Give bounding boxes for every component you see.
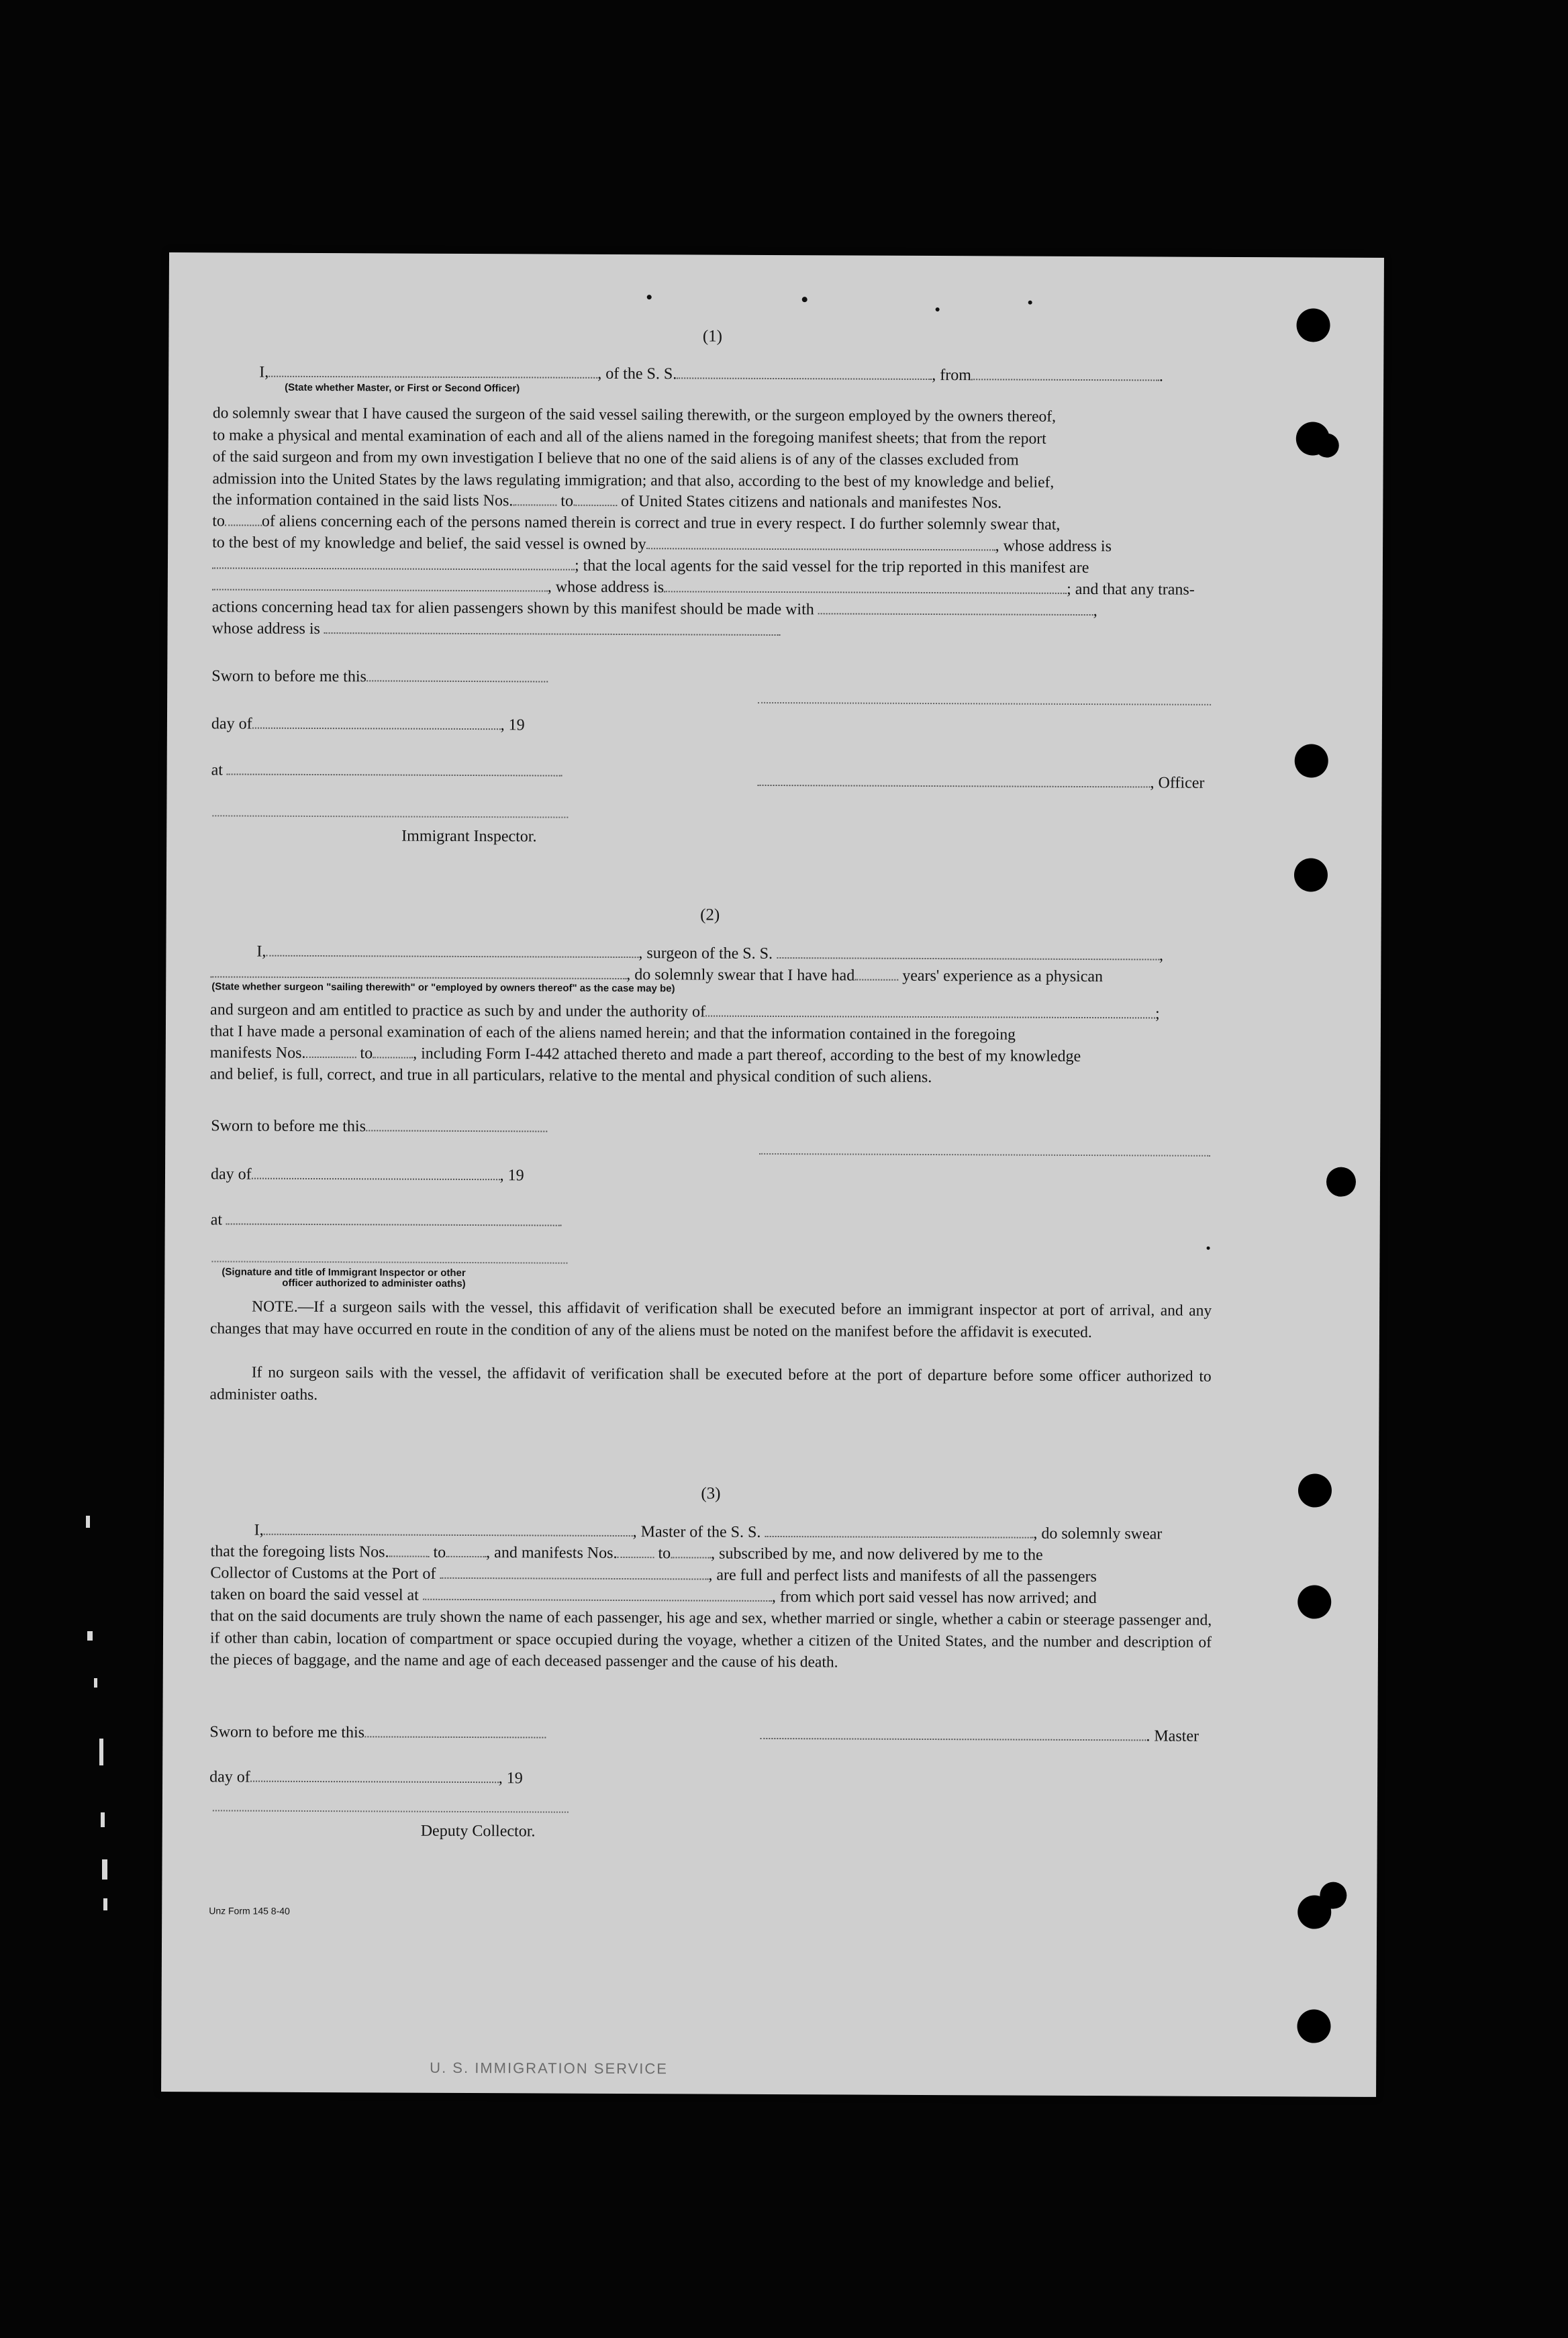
manifests-to-field[interactable] <box>225 511 262 526</box>
section2-authority-line: and surgeon and am entitled to practice as such by and under the authority of ; <box>210 1001 1160 1023</box>
section3-line4: taken on board the said vessel at , from which port said vessel has now arrived; and <box>210 1586 1097 1608</box>
section3-sworn: Sworn to before me this <box>209 1721 546 1744</box>
master-ship-field[interactable] <box>765 1522 1033 1539</box>
owner-address-field[interactable] <box>212 554 575 570</box>
section3-collector: Deputy Collector. <box>420 1822 536 1841</box>
section1-officer: , Officer <box>758 771 1205 794</box>
section1-tax-line: actions concerning head tax for alien passengers shown by this manifest should be made with , <box>211 598 1097 620</box>
manifests-to-field-3[interactable] <box>671 1543 711 1558</box>
agents-field[interactable] <box>212 575 548 591</box>
lists-to-field[interactable] <box>573 491 617 506</box>
lists-from-field-3[interactable] <box>389 1542 430 1557</box>
body-line: to make a physical and mental examination of each and all of the aliens named in the foregoing manifest sheets; that from the report <box>212 426 1046 448</box>
margin-mark <box>102 1859 107 1880</box>
section1-at: at <box>211 759 562 782</box>
margin-mark <box>94 1678 97 1688</box>
binder-hole <box>1294 858 1328 891</box>
margin-mark <box>101 1812 105 1827</box>
head-tax-address-field[interactable] <box>324 619 781 636</box>
note-paragraph-1: NOTE.—If a surgeon sails with the vessel, this affidavit of verification shall be executed before an immigrant inspector at port of arrival, and any changes that may have occurred en route in the condition of any of the aliens must be noted on the manifest before the affidavit is executed. <box>209 1298 1212 1341</box>
departure-port-field[interactable] <box>423 1586 772 1602</box>
section1-whose-line: whose address is <box>211 618 780 642</box>
section1-agents-line: ; that the local agents for the said vessel for the trip reported in this manifest are <box>212 553 1089 579</box>
section2-manifests-line: manifests Nos. to , including Form I-442 attached thereto and made a part thereof, according to the best of my knowledge <box>209 1044 1081 1065</box>
master-name-field-3[interactable] <box>264 1520 633 1537</box>
owner-field[interactable] <box>646 534 995 550</box>
form-number: Unz Form 145 8-40 <box>209 1905 290 1916</box>
section2-line1: I, , surgeon of the S. S. , <box>256 942 1164 965</box>
at-field[interactable] <box>227 760 562 776</box>
master-name-field[interactable] <box>268 362 597 379</box>
manifests-from-field[interactable] <box>305 1043 356 1058</box>
binder-hole <box>1296 308 1330 342</box>
section1-sworn: Sworn to before me this <box>211 665 548 688</box>
ship-name-field[interactable] <box>677 364 932 380</box>
section2-role-note: (State whether surgeon "sailing therewith" or "employed by owners thereof" as the case may be) <box>211 981 675 995</box>
section3-line3: Collector of Customs at the Port of , are full and perfect lists and manifests of all the passengers <box>210 1564 1097 1586</box>
section3-body: that on the said documents are truly shown the name of each passenger, his age and sex, whether married or single, whether a cabin or steerage passenger and, if other than cabin, location of compartment or space occupied during the voyage, whether a citizen of the United States, and the number and description of the pieces of baggage, and the name and age of each deceased passenger and the cause of his death. <box>209 1607 1212 1671</box>
surgeon-name-field[interactable] <box>266 942 638 958</box>
sworn-date-field-2[interactable] <box>366 1116 547 1132</box>
margin-mark <box>86 1516 90 1528</box>
manifest-form-page <box>161 252 1384 2097</box>
section3-number: (3) <box>701 1484 721 1503</box>
port-field[interactable] <box>440 1564 708 1580</box>
section2-sworn: Sworn to before me this <box>211 1115 547 1138</box>
body-line: do solemnly swear that I have caused the surgeon of the said vessel sailing therewith, or the surgeon employed by the owners thereof, <box>212 404 1057 426</box>
section1-line1: I, , of the S. S. , from . <box>259 363 1163 385</box>
section2-line2: , do solemnly swear that I have had years' experience as a physican <box>210 962 1103 987</box>
authorized-officer-signature-line[interactable] <box>211 1259 567 1263</box>
margin-mark <box>103 1898 107 1910</box>
section1-day-of: day of , 19 <box>211 715 525 734</box>
years-experience-field[interactable] <box>854 966 898 981</box>
section1-number: (1) <box>702 327 723 346</box>
service-stamp: U. S. IMMIGRATION SERVICE <box>430 2059 669 2078</box>
section1-body <box>212 402 1213 494</box>
section2-day-of: day of , 19 <box>210 1165 524 1185</box>
section2-signature-line[interactable] <box>759 1152 1210 1157</box>
speck <box>647 295 652 299</box>
binder-hole <box>1297 1585 1331 1618</box>
speck <box>936 307 940 311</box>
collector-signature-line[interactable] <box>213 1808 569 1812</box>
margin-mark <box>99 1739 103 1765</box>
binder-hole <box>1295 744 1328 777</box>
binder-hole <box>1315 434 1339 458</box>
surgeon-ship-field[interactable] <box>777 944 1159 960</box>
sworn-date-field[interactable] <box>366 667 548 682</box>
section1-role-note: (State whether Master, or First or Second Officer) <box>285 381 520 395</box>
body-line: of the said surgeon and from my own investigation I believe that no one of the said aliens is of any of the classes excluded from <box>212 448 1019 469</box>
day-of-field-3[interactable] <box>250 1767 499 1784</box>
section2-last-line: and belief, is full, correct, and true in all particulars, relative to the mental and physical condition of such aliens. <box>209 1065 932 1087</box>
note-paragraph-2: If no surgeon sails with the vessel, the affidavit of verification shall be executed before at the port of departure before some officer authorized to administer oaths. <box>209 1363 1212 1404</box>
sworn-date-field-3[interactable] <box>364 1722 546 1738</box>
section1-lists-line: the information contained in the said lists Nos. to of United States citizens and nationals and manifestes Nos. <box>212 491 1002 512</box>
day-of-field-2[interactable] <box>252 1165 500 1181</box>
lists-from-field[interactable] <box>513 491 556 505</box>
section3-day-of: day of , 19 <box>209 1768 523 1788</box>
margin-mark <box>87 1631 93 1641</box>
speck <box>802 297 807 302</box>
section2-at: at <box>211 1209 562 1232</box>
sig-note-2: officer authorized to administer oaths) <box>282 1277 466 1289</box>
binder-hole <box>1298 1473 1332 1507</box>
section1-inspector: Immigrant Inspector. <box>401 827 537 846</box>
binder-hole <box>1326 1167 1356 1197</box>
section2-number: (2) <box>700 906 720 924</box>
sig-note-1: (Signature and title of Immigrant Inspector or other <box>222 1266 466 1279</box>
day-of-field[interactable] <box>252 714 501 730</box>
manifests-from-field-3[interactable] <box>617 1543 654 1558</box>
inspector-signature-line[interactable] <box>212 814 568 818</box>
at-field-2[interactable] <box>226 1210 562 1226</box>
master-signature-field[interactable] <box>760 1724 1146 1741</box>
surgeon-role-field[interactable] <box>210 963 626 979</box>
section3-line2: that the foregoing lists Nos. to , and manifests Nos. to , subscribed by me, and now delivered by me to the <box>210 1543 1043 1564</box>
speck <box>1207 1247 1210 1250</box>
section1-aliens-line: to of aliens concerning each of the persons named therein is correct and true in every respect. I do further solemnly swear that, <box>212 512 1061 534</box>
speck <box>1028 301 1032 305</box>
officer-signature-field[interactable] <box>758 771 1150 788</box>
section3-master: . Master <box>760 1724 1199 1747</box>
authority-field[interactable] <box>705 1002 1155 1019</box>
binder-hole <box>1297 2009 1330 2043</box>
section1-owned-line: to the best of my knowledge and belief, the said vessel is owned by , whose address is <box>212 534 1112 556</box>
from-port-field[interactable] <box>971 365 1159 381</box>
agents-address-field[interactable] <box>664 577 1067 594</box>
binder-hole <box>1320 1882 1346 1909</box>
section3-line1: I, , Master of the S. S. , do solemnly swear <box>254 1521 1163 1543</box>
body-line: that I have made a personal examination of each of the aliens named herein; and that the information contained in the foregoing <box>209 1022 1016 1044</box>
section1-signature-line[interactable] <box>758 701 1211 705</box>
head-tax-contact-field[interactable] <box>818 599 1093 616</box>
section1-address-line: , whose address is ; and that any trans- <box>212 575 1195 600</box>
manifests-to-field-2[interactable] <box>373 1043 413 1058</box>
lists-to-field-3[interactable] <box>446 1543 486 1557</box>
body-line: admission into the United States by the laws regulating immigration; and that also, according to the best of my knowledge and belief, <box>212 469 1055 491</box>
